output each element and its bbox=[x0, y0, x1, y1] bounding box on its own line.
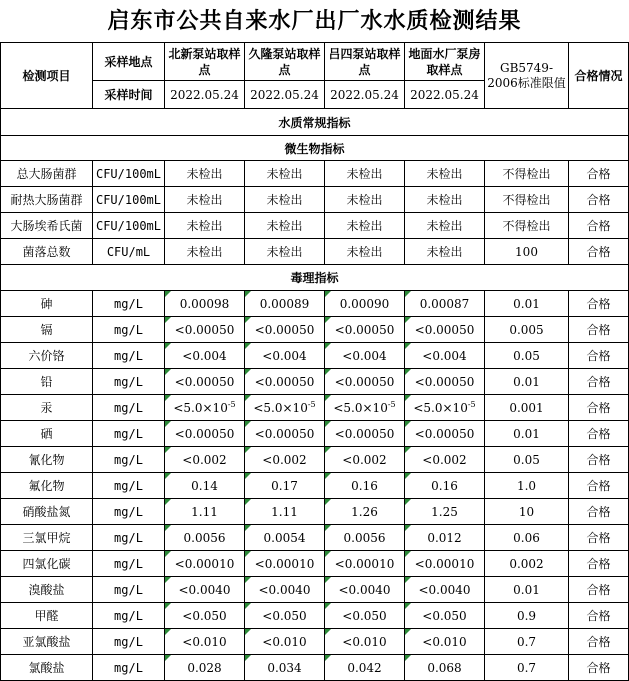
site-value-text: <0.002 bbox=[182, 452, 227, 467]
site-value bbox=[245, 421, 325, 447]
item-unit: mg/L bbox=[93, 603, 165, 629]
site-value-text: <0.00050 bbox=[254, 322, 315, 337]
table-row bbox=[1, 291, 629, 317]
site-value bbox=[245, 369, 325, 395]
result-value: 合格 bbox=[569, 551, 629, 577]
limit-value: 0.01 bbox=[485, 421, 569, 447]
item-name: 亚氯酸盐 bbox=[1, 629, 93, 655]
site-value-text: <0.00050 bbox=[334, 322, 395, 337]
site-value-text: 0.00098 bbox=[179, 296, 230, 311]
value-exponent: -5 bbox=[387, 399, 396, 409]
result-value: 合格 bbox=[569, 317, 629, 343]
site-value bbox=[405, 473, 485, 499]
header-site-4: 地面水厂泵房取样点 bbox=[405, 43, 485, 81]
table-row bbox=[1, 525, 629, 551]
site-value bbox=[165, 291, 245, 317]
section-row bbox=[1, 265, 629, 291]
site-value-text: <0.00050 bbox=[414, 426, 475, 441]
result-value: 合格 bbox=[569, 213, 629, 239]
site-value bbox=[165, 395, 245, 421]
site-value bbox=[325, 473, 405, 499]
item-name: 溴酸盐 bbox=[1, 577, 93, 603]
result-value: 合格 bbox=[569, 291, 629, 317]
table-row bbox=[1, 551, 629, 577]
item-name: 汞 bbox=[1, 395, 93, 421]
item-unit: mg/L bbox=[93, 317, 165, 343]
item-unit: mg/L bbox=[93, 421, 165, 447]
site-value-text: 未检出 bbox=[186, 245, 223, 259]
site-value bbox=[165, 551, 245, 577]
site-value-text: 未检出 bbox=[186, 193, 223, 207]
item-name: 硝酸盐氮 bbox=[1, 499, 93, 525]
site-value bbox=[165, 161, 245, 187]
site-value-text: 1.26 bbox=[351, 504, 378, 519]
table-row bbox=[1, 161, 629, 187]
table-row bbox=[1, 187, 629, 213]
result-value: 合格 bbox=[569, 629, 629, 655]
site-value-text: 0.17 bbox=[271, 478, 298, 493]
site-value bbox=[245, 317, 325, 343]
site-value-text: <0.00050 bbox=[414, 374, 475, 389]
site-value-text: <0.00050 bbox=[174, 374, 235, 389]
site-value bbox=[405, 213, 485, 239]
result-value: 合格 bbox=[569, 239, 629, 265]
site-value-text: <0.004 bbox=[262, 348, 307, 363]
site-value bbox=[325, 577, 405, 603]
site-value-text: <0.050 bbox=[342, 608, 387, 623]
site-value bbox=[405, 291, 485, 317]
item-name: 砷 bbox=[1, 291, 93, 317]
site-value bbox=[245, 187, 325, 213]
result-value: 合格 bbox=[569, 369, 629, 395]
site-value bbox=[325, 161, 405, 187]
section-toxic: 毒理指标 bbox=[1, 265, 629, 291]
site-value bbox=[405, 161, 485, 187]
site-value bbox=[245, 343, 325, 369]
table-row bbox=[1, 213, 629, 239]
site-value bbox=[245, 603, 325, 629]
page-title: 启东市公共自来水厂出厂水水质检测结果 bbox=[107, 8, 522, 34]
site-value-text: 未检出 bbox=[426, 167, 463, 181]
site-value-text: 未检出 bbox=[346, 245, 383, 259]
site-value bbox=[245, 447, 325, 473]
site-value-text: 0.14 bbox=[191, 478, 218, 493]
site-value bbox=[245, 499, 325, 525]
site-value-text: <5.0×10 bbox=[253, 400, 308, 415]
site-value bbox=[165, 473, 245, 499]
site-value-text: 未检出 bbox=[426, 245, 463, 259]
site-value-text: 0.034 bbox=[267, 660, 302, 675]
item-name: 铅 bbox=[1, 369, 93, 395]
site-value-text: <0.00010 bbox=[174, 556, 235, 571]
site-value bbox=[325, 317, 405, 343]
site-value-text: 0.16 bbox=[431, 478, 458, 493]
limit-value: 不得检出 bbox=[485, 161, 569, 187]
site-value bbox=[245, 655, 325, 681]
limit-value: 0.01 bbox=[485, 369, 569, 395]
table-row bbox=[1, 447, 629, 473]
item-unit: mg/L bbox=[93, 629, 165, 655]
site-value-text: <0.004 bbox=[422, 348, 467, 363]
site-value bbox=[165, 343, 245, 369]
header-site-3: 吕四泵站取样点 bbox=[325, 43, 405, 81]
site-value-text: 未检出 bbox=[346, 219, 383, 233]
site-value-text: 0.0056 bbox=[183, 530, 226, 545]
site-value bbox=[245, 239, 325, 265]
result-value: 合格 bbox=[569, 421, 629, 447]
item-name: 六价铬 bbox=[1, 343, 93, 369]
site-value bbox=[325, 213, 405, 239]
result-value: 合格 bbox=[569, 187, 629, 213]
limit-value: 10 bbox=[485, 499, 569, 525]
site-value-text: <0.00050 bbox=[334, 374, 395, 389]
result-value: 合格 bbox=[569, 577, 629, 603]
site-value-text: 0.012 bbox=[427, 530, 462, 545]
site-value-text: <0.010 bbox=[182, 634, 227, 649]
site-value-text: 0.0056 bbox=[343, 530, 386, 545]
header-site-label: 采样地点 bbox=[93, 43, 165, 81]
site-value bbox=[325, 239, 405, 265]
table-row bbox=[1, 603, 629, 629]
section-routine: 水质常规指标 bbox=[1, 109, 629, 136]
header-time-label: 采样时间 bbox=[93, 81, 165, 109]
limit-value: 0.002 bbox=[485, 551, 569, 577]
item-name: 氟化物 bbox=[1, 473, 93, 499]
result-value: 合格 bbox=[569, 655, 629, 681]
site-value bbox=[165, 525, 245, 551]
item-unit: mg/L bbox=[93, 577, 165, 603]
site-value-text: <0.050 bbox=[422, 608, 467, 623]
result-value: 合格 bbox=[569, 395, 629, 421]
site-value-text: <0.004 bbox=[342, 348, 387, 363]
header-date-4: 2022.05.24 bbox=[405, 81, 485, 109]
site-value-text: 未检出 bbox=[266, 245, 303, 259]
site-value bbox=[405, 187, 485, 213]
site-value-text: 1.11 bbox=[271, 504, 298, 519]
site-value bbox=[245, 213, 325, 239]
site-value-text: <5.0×10 bbox=[333, 400, 388, 415]
site-value bbox=[405, 369, 485, 395]
site-value-text: 1.11 bbox=[191, 504, 218, 519]
site-value bbox=[405, 629, 485, 655]
item-name: 镉 bbox=[1, 317, 93, 343]
limit-value: 0.01 bbox=[485, 577, 569, 603]
header-standard: GB5749-2006标准限值 bbox=[485, 43, 569, 109]
site-value-text: <0.002 bbox=[422, 452, 467, 467]
site-value-text: 未检出 bbox=[266, 219, 303, 233]
limit-value: 1.0 bbox=[485, 473, 569, 499]
site-value-text: 未检出 bbox=[186, 167, 223, 181]
site-value-text: <0.00050 bbox=[254, 426, 315, 441]
table-row bbox=[1, 629, 629, 655]
item-name: 氰化物 bbox=[1, 447, 93, 473]
limit-value: 不得检出 bbox=[485, 213, 569, 239]
limit-value: 0.7 bbox=[485, 655, 569, 681]
site-value bbox=[325, 369, 405, 395]
table-row bbox=[1, 317, 629, 343]
result-value: 合格 bbox=[569, 603, 629, 629]
site-value-text: 未检出 bbox=[346, 193, 383, 207]
result-value: 合格 bbox=[569, 447, 629, 473]
site-value bbox=[245, 473, 325, 499]
site-value bbox=[245, 551, 325, 577]
site-value bbox=[405, 655, 485, 681]
header-item: 检测项目 bbox=[1, 43, 93, 109]
result-value: 合格 bbox=[569, 499, 629, 525]
limit-value: 0.9 bbox=[485, 603, 569, 629]
item-unit: CFU/mL bbox=[93, 239, 165, 265]
item-unit: CFU/100mL bbox=[93, 213, 165, 239]
item-unit: mg/L bbox=[93, 447, 165, 473]
site-value bbox=[245, 525, 325, 551]
limit-value: 0.05 bbox=[485, 343, 569, 369]
site-value bbox=[325, 447, 405, 473]
site-value bbox=[405, 603, 485, 629]
table-row bbox=[1, 655, 629, 681]
site-value bbox=[325, 551, 405, 577]
site-value-text: 0.068 bbox=[427, 660, 462, 675]
site-value-text: <0.0040 bbox=[258, 582, 311, 597]
site-value bbox=[325, 499, 405, 525]
site-value-text: <0.0040 bbox=[338, 582, 391, 597]
site-value bbox=[405, 551, 485, 577]
site-value-text: <0.00050 bbox=[174, 322, 235, 337]
site-value-text: 未检出 bbox=[426, 193, 463, 207]
site-value bbox=[405, 447, 485, 473]
site-value bbox=[165, 369, 245, 395]
table-row bbox=[1, 577, 629, 603]
site-value bbox=[405, 343, 485, 369]
item-name: 四氯化碳 bbox=[1, 551, 93, 577]
result-value: 合格 bbox=[569, 473, 629, 499]
table-row bbox=[1, 421, 629, 447]
site-value bbox=[165, 629, 245, 655]
site-value-text: <0.00010 bbox=[414, 556, 475, 571]
site-value-text: 0.00089 bbox=[259, 296, 310, 311]
site-value-text: <0.004 bbox=[182, 348, 227, 363]
site-value-text: <0.00010 bbox=[334, 556, 395, 571]
site-value-text: 0.042 bbox=[347, 660, 382, 675]
site-value-text: 0.00087 bbox=[419, 296, 470, 311]
value-exponent: -5 bbox=[307, 399, 316, 409]
item-name: 硒 bbox=[1, 421, 93, 447]
item-name: 三氯甲烷 bbox=[1, 525, 93, 551]
item-unit: mg/L bbox=[93, 369, 165, 395]
site-value bbox=[165, 239, 245, 265]
item-name: 菌落总数 bbox=[1, 239, 93, 265]
item-name: 大肠埃希氏菌 bbox=[1, 213, 93, 239]
table-row bbox=[1, 369, 629, 395]
site-value bbox=[325, 187, 405, 213]
site-value-text: 0.00090 bbox=[339, 296, 390, 311]
table-row bbox=[1, 343, 629, 369]
site-value bbox=[325, 395, 405, 421]
site-value bbox=[245, 629, 325, 655]
site-value bbox=[405, 525, 485, 551]
header-date-3: 2022.05.24 bbox=[325, 81, 405, 109]
value-exponent: -5 bbox=[227, 399, 236, 409]
table-row bbox=[1, 239, 629, 265]
item-unit: CFU/100mL bbox=[93, 161, 165, 187]
site-value-text: <0.0040 bbox=[418, 582, 471, 597]
site-value-text: 0.0054 bbox=[263, 530, 306, 545]
site-value bbox=[405, 239, 485, 265]
result-value: 合格 bbox=[569, 161, 629, 187]
item-unit: CFU/100mL bbox=[93, 187, 165, 213]
result-value: 合格 bbox=[569, 525, 629, 551]
site-value bbox=[405, 421, 485, 447]
site-value bbox=[165, 577, 245, 603]
table-row bbox=[1, 395, 629, 421]
site-value-text: 未检出 bbox=[346, 167, 383, 181]
item-unit: mg/L bbox=[93, 395, 165, 421]
site-value-text: <0.010 bbox=[262, 634, 307, 649]
site-value-text: <0.050 bbox=[182, 608, 227, 623]
item-name: 耐热大肠菌群 bbox=[1, 187, 93, 213]
site-value-text: <0.050 bbox=[262, 608, 307, 623]
site-value bbox=[165, 603, 245, 629]
site-value-text: 未检出 bbox=[426, 219, 463, 233]
item-name: 甲醛 bbox=[1, 603, 93, 629]
site-value bbox=[325, 525, 405, 551]
limit-value: 0.05 bbox=[485, 447, 569, 473]
site-value bbox=[165, 447, 245, 473]
site-value-text: <0.010 bbox=[422, 634, 467, 649]
header-result: 合格情况 bbox=[569, 43, 629, 109]
limit-value: 0.7 bbox=[485, 629, 569, 655]
site-value-text: 0.028 bbox=[187, 660, 222, 675]
site-value-text: <0.0040 bbox=[178, 582, 231, 597]
site-value-text: 未检出 bbox=[266, 193, 303, 207]
site-value-text: <0.00050 bbox=[334, 426, 395, 441]
limit-value: 0.06 bbox=[485, 525, 569, 551]
site-value bbox=[165, 499, 245, 525]
site-value-text: <0.002 bbox=[262, 452, 307, 467]
site-value bbox=[165, 421, 245, 447]
site-value bbox=[325, 421, 405, 447]
header-site-2: 久隆泵站取样点 bbox=[245, 43, 325, 81]
header-site-1: 北新泵站取样点 bbox=[165, 43, 245, 81]
limit-value: 0.001 bbox=[485, 395, 569, 421]
header-date-2: 2022.05.24 bbox=[245, 81, 325, 109]
site-value-text: <0.00050 bbox=[174, 426, 235, 441]
site-value bbox=[325, 343, 405, 369]
limit-value: 0.005 bbox=[485, 317, 569, 343]
item-unit: mg/L bbox=[93, 291, 165, 317]
site-value bbox=[165, 655, 245, 681]
value-exponent: -5 bbox=[467, 399, 476, 409]
item-name: 总大肠菌群 bbox=[1, 161, 93, 187]
site-value bbox=[405, 395, 485, 421]
item-unit: mg/L bbox=[93, 343, 165, 369]
site-value bbox=[325, 603, 405, 629]
site-value bbox=[245, 395, 325, 421]
site-value bbox=[405, 577, 485, 603]
item-unit: mg/L bbox=[93, 499, 165, 525]
site-value-text: <0.002 bbox=[342, 452, 387, 467]
site-value bbox=[165, 317, 245, 343]
limit-value: 0.01 bbox=[485, 291, 569, 317]
section-micro: 微生物指标 bbox=[1, 136, 629, 161]
site-value bbox=[245, 291, 325, 317]
site-value-text: <0.00050 bbox=[254, 374, 315, 389]
site-value bbox=[325, 655, 405, 681]
site-value-text: <5.0×10 bbox=[413, 400, 468, 415]
site-value-text: 未检出 bbox=[186, 219, 223, 233]
site-value bbox=[165, 213, 245, 239]
site-value-text: <5.0×10 bbox=[173, 400, 228, 415]
site-value bbox=[245, 577, 325, 603]
item-unit: mg/L bbox=[93, 551, 165, 577]
site-value-text: <0.00010 bbox=[254, 556, 315, 571]
site-value bbox=[405, 317, 485, 343]
site-value bbox=[165, 187, 245, 213]
item-unit: mg/L bbox=[93, 473, 165, 499]
site-value bbox=[325, 291, 405, 317]
site-value-text: <0.00050 bbox=[414, 322, 475, 337]
site-value-text: 0.16 bbox=[351, 478, 378, 493]
limit-value: 100 bbox=[485, 239, 569, 265]
limit-value: 不得检出 bbox=[485, 187, 569, 213]
site-value bbox=[405, 499, 485, 525]
item-unit: mg/L bbox=[93, 525, 165, 551]
site-value-text: 1.25 bbox=[431, 504, 458, 519]
site-value bbox=[245, 161, 325, 187]
header-date-1: 2022.05.24 bbox=[165, 81, 245, 109]
item-unit: mg/L bbox=[93, 655, 165, 681]
table-row bbox=[1, 473, 629, 499]
site-value-text: 未检出 bbox=[266, 167, 303, 181]
table-row bbox=[1, 499, 629, 525]
site-value bbox=[325, 629, 405, 655]
results-table bbox=[0, 42, 629, 681]
result-value: 合格 bbox=[569, 343, 629, 369]
item-name: 氯酸盐 bbox=[1, 655, 93, 681]
site-value-text: <0.010 bbox=[342, 634, 387, 649]
